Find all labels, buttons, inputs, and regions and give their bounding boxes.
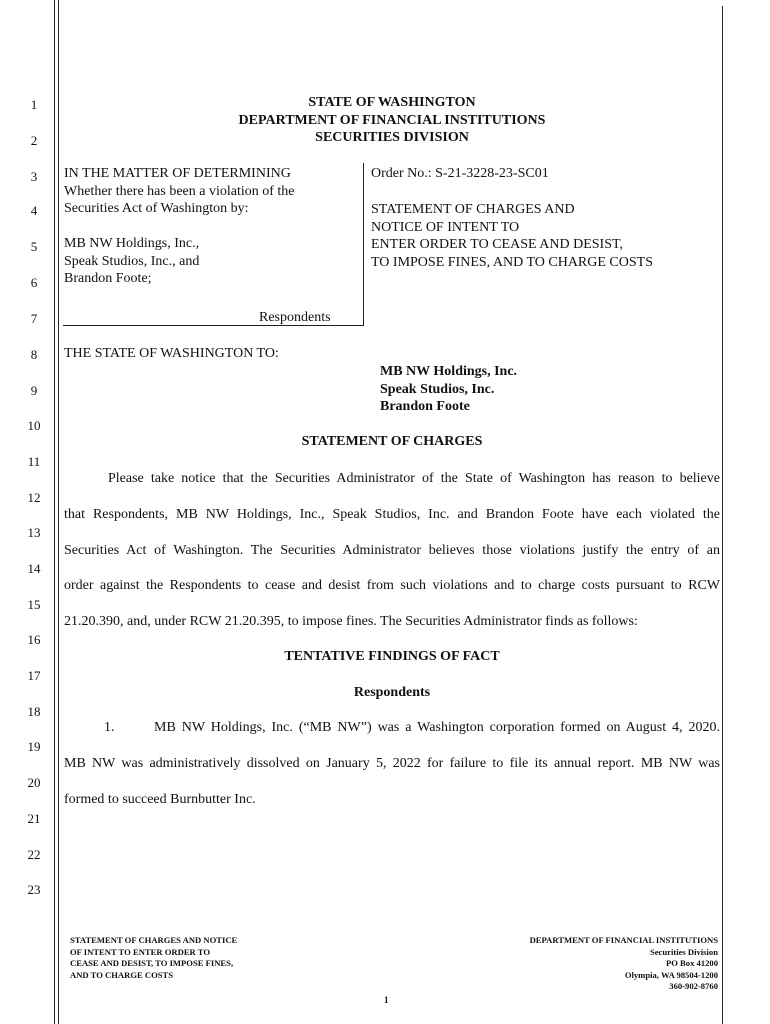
footer-line: STATEMENT OF CHARGES AND NOTICE — [70, 935, 238, 945]
respondents-heading: Respondents — [353, 685, 431, 700]
title-line: STATEMENT OF CHARGES AND — [371, 202, 575, 217]
caption-line: Whether there has been a violation of the — [64, 183, 295, 199]
line-number: 6 — [30, 275, 38, 290]
footer-line: 360-902-8760 — [669, 981, 718, 991]
line-number: 9 — [30, 383, 38, 398]
caption-line: IN THE MATTER OF DETERMINING — [64, 166, 291, 181]
caption-line: Brandon Foote; — [64, 271, 152, 286]
footer-line: Securities Division — [649, 946, 718, 957]
caption-divider — [363, 163, 364, 326]
caption-line — [64, 218, 295, 236]
footer-left — [70, 935, 237, 981]
caption-left — [64, 165, 295, 288]
intro-line: that Respondents, MB NW Holdings, Inc., Speak Studios, Inc. and Brandon Foote have each violated the — [64, 507, 720, 522]
caption-line: Securities Act of Washington by: — [64, 201, 249, 216]
title-line: ENTER ORDER TO CEASE AND DESIST, — [371, 237, 624, 252]
line-number: 18 — [27, 704, 41, 719]
recipient: MB NW Holdings, Inc. — [380, 364, 518, 379]
address-to: THE STATE OF WASHINGTON TO: — [64, 346, 279, 361]
respondents-label: Respondents — [259, 310, 331, 325]
line-number: 23 — [27, 882, 41, 897]
line-number: 1 — [30, 97, 38, 112]
header-state: STATE OF WASHINGTON — [308, 95, 476, 110]
footer-line: CEASE AND DESIST, TO IMPOSE FINES, — [70, 958, 234, 968]
findings-heading: TENTATIVE FINDINGS OF FACT — [284, 649, 500, 664]
caption-line: Speak Studios, Inc., and — [64, 253, 200, 269]
line-number: 5 — [30, 239, 38, 254]
line-number: 12 — [27, 490, 41, 505]
footer-right — [530, 935, 718, 993]
line-number: 20 — [27, 775, 41, 790]
line-number: 3 — [30, 169, 38, 184]
line-number: 10 — [27, 418, 41, 433]
page-number: 1 — [384, 995, 389, 1005]
document-title — [371, 201, 653, 271]
line-number: 21 — [27, 811, 41, 826]
line-number: 7 — [30, 311, 38, 326]
line-number: 14 — [27, 561, 41, 576]
caption-bottom-rule — [63, 325, 363, 326]
left-margin-rule — [54, 0, 55, 1024]
recipient: Speak Studios, Inc. — [380, 381, 495, 397]
line-number: 13 — [27, 525, 41, 540]
header-division: SECURITIES DIVISION — [315, 130, 469, 145]
title-line: TO IMPOSE FINES, AND TO CHARGE COSTS — [371, 254, 653, 270]
line-number: 22 — [27, 847, 41, 862]
paragraph-line: MB NW Holdings, Inc. (“MB NW”) was a Washington corporation formed on August 4, 2020. — [154, 720, 720, 735]
paragraph-number: 1. — [104, 720, 115, 735]
footer-line: OF INTENT TO ENTER ORDER TO — [70, 946, 211, 957]
line-number: 8 — [30, 347, 38, 362]
line-number: 16 — [27, 632, 41, 647]
order-number: Order No.: S-21-3228-23-SC01 — [371, 166, 549, 181]
footer-line: DEPARTMENT OF FINANCIAL INSTITUTIONS — [529, 935, 718, 945]
line-number: 17 — [27, 668, 41, 683]
line-number: 4 — [30, 203, 38, 218]
intro-line: Securities Act of Washington. The Securities Administrator believes those violations justify the entry of an — [64, 543, 720, 558]
header-department: DEPARTMENT OF FINANCIAL INSTITUTIONS — [238, 112, 546, 128]
footer-line: Olympia, WA 98504-1200 — [624, 969, 718, 980]
paragraph-line: MB NW was administratively dissolved on January 5, 2022 for failure to file its annual report. MB NW was — [64, 756, 720, 771]
line-number: 11 — [27, 454, 41, 469]
footer-line: PO Box 41200 — [665, 958, 718, 968]
intro-line: Please take notice that the Securities Administrator of the State of Washington has reason to believe — [108, 471, 720, 486]
line-number: 15 — [27, 597, 41, 612]
left-margin-rule-inner — [58, 0, 59, 1024]
statement-heading: STATEMENT OF CHARGES — [301, 434, 483, 449]
line-number: 19 — [27, 739, 41, 754]
intro-line: 21.20.390, and, under RCW 21.20.395, to impose fines. The Securities Administrator finds as follows: — [64, 614, 638, 629]
title-line: NOTICE OF INTENT TO — [371, 219, 520, 235]
recipients — [380, 363, 517, 416]
caption-line: MB NW Holdings, Inc., — [64, 236, 200, 251]
footer-line: AND TO CHARGE COSTS — [70, 969, 174, 980]
paragraph-line: formed to succeed Burnbutter Inc. — [64, 792, 256, 807]
line-number: 2 — [30, 133, 38, 148]
intro-line: order against the Respondents to cease and desist from such violations and to charge costs pursuant to RCW — [64, 578, 720, 593]
recipient: Brandon Foote — [380, 399, 470, 414]
right-margin-rule — [722, 6, 723, 1024]
